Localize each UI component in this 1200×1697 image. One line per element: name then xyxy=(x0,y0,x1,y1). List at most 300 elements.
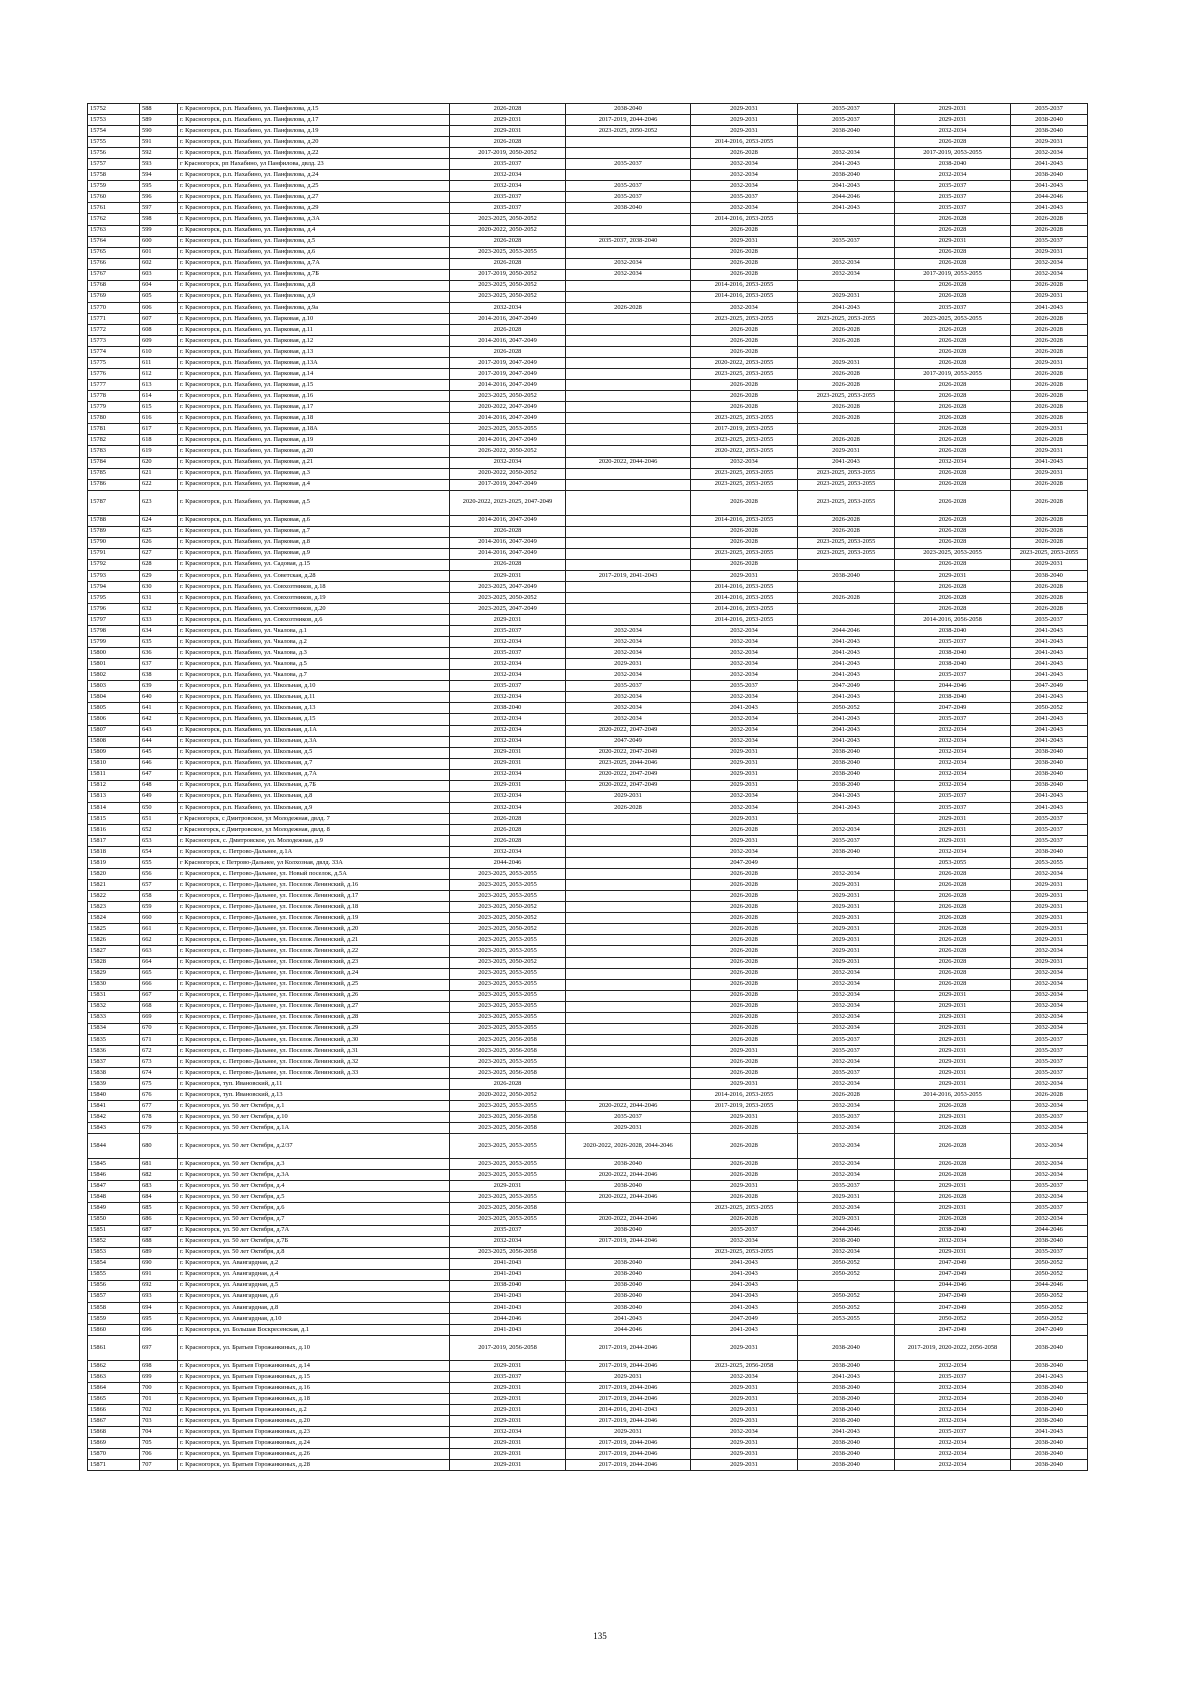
table-cell: 2038-2040 xyxy=(1011,1416,1088,1427)
table-cell: г. Красногорск, ул. 50 лет Октября, д.7Б xyxy=(178,1236,450,1247)
table-cell: 2029-2031 xyxy=(691,769,798,780)
table-cell: 593 xyxy=(140,159,178,170)
table-cell: г. Красногорск, ул. 50 лет Октября, д.6 xyxy=(178,1203,450,1214)
table-cell: 2041-2043 xyxy=(798,1372,895,1383)
table-cell: г. Красногорск, ул. Авангардная, д.2 xyxy=(178,1258,450,1269)
table-cell: 15826 xyxy=(88,935,140,946)
table-cell: г. Красногорск, р.п. Нахабино, ул. Панфилова, д.7А xyxy=(178,258,450,269)
table-cell: 2032-2034 xyxy=(566,714,691,725)
table-cell: 2038-2040 xyxy=(798,780,895,791)
table-cell: 2029-2031 xyxy=(1011,935,1088,946)
table-cell: 2047-2049 xyxy=(895,1291,1011,1302)
table-row xyxy=(88,203,1088,214)
table-cell: 2026-2028 xyxy=(691,880,798,891)
table-cell: 15850 xyxy=(88,1214,140,1225)
table-cell xyxy=(566,924,691,935)
table-cell: 2029-2031 xyxy=(895,1112,1011,1123)
table-cell: 2023-2025, 2053-2055 xyxy=(691,548,798,559)
table-cell xyxy=(566,225,691,236)
table-cell: 15798 xyxy=(88,626,140,637)
table-row xyxy=(88,170,1088,181)
table-row xyxy=(88,214,1088,225)
table-cell: 2035-2037 xyxy=(798,836,895,847)
table-cell: 635 xyxy=(140,637,178,648)
table-cell xyxy=(566,1067,691,1078)
table-row xyxy=(88,225,1088,236)
table-cell: 2029-2031 xyxy=(691,1181,798,1192)
table-cell: 2029-2031 xyxy=(691,1383,798,1394)
table-cell: 673 xyxy=(140,1056,178,1067)
table-cell: 2017-2019, 2020-2022, 2056-2058 xyxy=(895,1336,1011,1361)
table-cell: г. Красногорск, ул. 50 лет Октября, д.10 xyxy=(178,1112,450,1123)
page-number: 135 xyxy=(593,1631,607,1641)
table-row xyxy=(88,435,1088,446)
table-cell: 2029-2031 xyxy=(895,824,1011,835)
table-cell: 2026-2028 xyxy=(895,358,1011,369)
table-cell: 591 xyxy=(140,137,178,148)
table-cell: 698 xyxy=(140,1361,178,1372)
table-cell: 2026-2028 xyxy=(895,335,1011,346)
table-cell: 2017-2019, 2044-2046 xyxy=(566,1449,691,1460)
table-cell: 15868 xyxy=(88,1427,140,1438)
table-cell: г. Красногорск, р.п. Нахабино, ул. Совхозтников, д.20 xyxy=(178,604,450,615)
table-cell: 663 xyxy=(140,946,178,957)
table-cell: 2029-2031 xyxy=(798,891,895,902)
table-row xyxy=(88,1023,1088,1034)
table-row xyxy=(88,1383,1088,1394)
table-cell: 2029-2031 xyxy=(895,1045,1011,1056)
table-row xyxy=(88,324,1088,335)
table-cell: 2032-2034 xyxy=(798,990,895,1001)
table-cell: 2035-2037 xyxy=(450,203,566,214)
table-cell: 2026-2028 xyxy=(895,1192,1011,1203)
table-cell: 2023-2025, 2053-2055 xyxy=(798,391,895,402)
table-cell: 2032-2034 xyxy=(450,302,566,313)
table-cell: 15837 xyxy=(88,1056,140,1067)
table-cell: 2023-2025, 2056-2058 xyxy=(450,1203,566,1214)
table-row xyxy=(88,457,1088,468)
table-cell: 2023-2025, 2053-2055 xyxy=(895,313,1011,324)
table-cell: 2029-2031 xyxy=(895,104,1011,115)
table-cell: 2023-2025, 2050-2052 xyxy=(450,924,566,935)
table-cell: 2032-2034 xyxy=(691,637,798,648)
table-cell: 2029-2031 xyxy=(691,1460,798,1471)
table-row xyxy=(88,659,1088,670)
table-row xyxy=(88,648,1088,659)
table-cell: 2044-2046 xyxy=(798,626,895,637)
table-row xyxy=(88,858,1088,869)
table-cell xyxy=(798,347,895,358)
table-cell: 2032-2034 xyxy=(691,791,798,802)
table-row xyxy=(88,1134,1088,1159)
table-cell: 2032-2034 xyxy=(798,1079,895,1090)
table-cell: 678 xyxy=(140,1112,178,1123)
table-cell: 2026-2028 xyxy=(1011,537,1088,548)
table-cell: 2020-2022, 2047-2049 xyxy=(566,747,691,758)
table-row xyxy=(88,626,1088,637)
table-cell xyxy=(798,581,895,592)
table-cell: 596 xyxy=(140,192,178,203)
table-cell: 2032-2034 xyxy=(1011,1079,1088,1090)
table-cell: 2017-2019, 2047-2049 xyxy=(450,479,566,490)
table-cell: 2032-2034 xyxy=(1011,1192,1088,1203)
table-cell: 2023-2025, 2056-2058 xyxy=(691,1361,798,1372)
table-cell: 2032-2034 xyxy=(798,258,895,269)
table-cell: 15779 xyxy=(88,402,140,413)
table-row xyxy=(88,1101,1088,1112)
table-cell: 633 xyxy=(140,615,178,626)
table-cell: 15769 xyxy=(88,291,140,302)
table-cell: 2029-2031 xyxy=(450,1438,566,1449)
table-cell xyxy=(566,1034,691,1045)
table-cell: 2032-2034 xyxy=(1011,1159,1088,1170)
table-cell: 2014-2016, 2053-2055 xyxy=(691,291,798,302)
table-cell: 2035-2037 xyxy=(1011,1112,1088,1123)
table-cell: 2032-2034 xyxy=(566,670,691,681)
table-cell: 2026-2028 xyxy=(691,869,798,880)
table-cell: 2032-2034 xyxy=(1011,1101,1088,1112)
table-cell: 2032-2034 xyxy=(691,181,798,192)
table-cell: г. Красногорск, р.п. Нахабино, ул. Парковая, д.9 xyxy=(178,548,450,559)
table-cell: 2038-2040 xyxy=(1011,570,1088,581)
table-row xyxy=(88,1225,1088,1236)
table-cell: 2038-2040 xyxy=(798,570,895,581)
table-cell: 15824 xyxy=(88,913,140,924)
table-row xyxy=(88,802,1088,813)
table-cell: 2041-2043 xyxy=(798,692,895,703)
table-row xyxy=(88,258,1088,269)
table-row xyxy=(88,592,1088,603)
table-cell: 2017-2019, 2050-2052 xyxy=(450,269,566,280)
table-cell: 2032-2034 xyxy=(1011,1170,1088,1181)
table-cell: 2032-2034 xyxy=(798,1123,895,1134)
table-cell: 2041-2043 xyxy=(1011,457,1088,468)
table-cell: 2029-2031 xyxy=(450,1460,566,1471)
table-cell: г. Красногорск, ул. 50 лет Октября, д.7 xyxy=(178,1214,450,1225)
table-cell: 2038-2040 xyxy=(895,1225,1011,1236)
table-cell: 2029-2031 xyxy=(895,1034,1011,1045)
table-row xyxy=(88,1192,1088,1203)
table-cell: 599 xyxy=(140,225,178,236)
table-cell: 2035-2037 xyxy=(1011,813,1088,824)
table-cell: 2026-2028 xyxy=(1011,515,1088,526)
table-row xyxy=(88,247,1088,258)
table-cell: 15817 xyxy=(88,836,140,847)
table-cell: 2026-2028 xyxy=(691,559,798,570)
table-row xyxy=(88,1394,1088,1405)
table-cell: 588 xyxy=(140,104,178,115)
table-cell: г. Красногорск, ул. Братьев Горожанкиных, д.14 xyxy=(178,1361,450,1372)
table-cell: 2029-2031 xyxy=(691,1416,798,1427)
table-cell: 2026-2028 xyxy=(691,324,798,335)
table-cell: 2032-2034 xyxy=(691,648,798,659)
table-row xyxy=(88,1336,1088,1361)
table-cell: 2032-2034 xyxy=(450,181,566,192)
table-cell: 2029-2031 xyxy=(450,1181,566,1192)
table-cell: 622 xyxy=(140,479,178,490)
table-row xyxy=(88,869,1088,880)
table-cell: 15852 xyxy=(88,1236,140,1247)
table-cell: 2026-2028 xyxy=(895,946,1011,957)
table-row xyxy=(88,137,1088,148)
table-cell: 707 xyxy=(140,1460,178,1471)
table-cell: 2035-2037 xyxy=(450,681,566,692)
table-cell: 2026-2028 xyxy=(691,924,798,935)
table-cell: 2026-2028 xyxy=(798,526,895,537)
table-cell: 2032-2034 xyxy=(798,869,895,880)
table-cell: 2029-2031 xyxy=(895,115,1011,126)
table-cell: 2026-2028 xyxy=(895,347,1011,358)
table-cell: 2047-2049 xyxy=(798,681,895,692)
table-cell: 2047-2049 xyxy=(1011,681,1088,692)
table-cell: 2023-2025, 2053-2055 xyxy=(450,1056,566,1067)
table-cell: 2026-2028 xyxy=(691,1001,798,1012)
table-cell: 2029-2031 xyxy=(691,1045,798,1056)
table-cell: 2023-2025, 2053-2055 xyxy=(450,946,566,957)
table-cell: 2035-2037 xyxy=(895,637,1011,648)
table-cell: 2023-2025, 2053-2055 xyxy=(798,490,895,515)
table-cell: г. Красногорск, ул. 50 лет Октября, д.7А xyxy=(178,1225,450,1236)
table-cell xyxy=(566,369,691,380)
table-cell: г Красногорск, с Дмитровское, ул Молодежная, двлд. 8 xyxy=(178,824,450,835)
table-row xyxy=(88,913,1088,924)
table-cell: 2014-2016, 2047-2049 xyxy=(450,313,566,324)
table-cell: 2035-2037 xyxy=(1011,1045,1088,1056)
table-cell: 687 xyxy=(140,1225,178,1236)
table-cell: 2014-2016, 2047-2049 xyxy=(450,548,566,559)
table-cell: 2032-2034 xyxy=(798,1170,895,1181)
table-cell: 2014-2016, 2053-2055 xyxy=(691,515,798,526)
table-cell: 2047-2049 xyxy=(691,858,798,869)
table-cell: 2017-2019, 2053-2055 xyxy=(691,424,798,435)
table-cell: 2035-2037 xyxy=(1011,1181,1088,1192)
table-cell: г. Красногорск, ул. Братьев Горожанкиных, д.20 xyxy=(178,1416,450,1427)
table-cell: 629 xyxy=(140,570,178,581)
table-cell: 613 xyxy=(140,380,178,391)
table-cell: 697 xyxy=(140,1336,178,1361)
table-cell xyxy=(566,468,691,479)
table-cell: 2023-2025, 2056-2058 xyxy=(450,1247,566,1258)
table-cell: 15785 xyxy=(88,468,140,479)
table-cell: 2023-2025, 2053-2055 xyxy=(450,424,566,435)
table-cell: 15758 xyxy=(88,170,140,181)
table-cell: 2023-2025, 2053-2055 xyxy=(450,935,566,946)
table-cell: 607 xyxy=(140,313,178,324)
table-cell: 15803 xyxy=(88,681,140,692)
table-cell: 15814 xyxy=(88,802,140,813)
table-cell: г. Красногорск, с. Петрово-Дальнее, ул. Поселок Ленинский, д.20 xyxy=(178,924,450,935)
table-cell: 2029-2031 xyxy=(895,990,1011,1001)
table-cell: 2023-2025, 2050-2052 xyxy=(566,126,691,137)
table-cell: 2032-2034 xyxy=(691,1372,798,1383)
table-row xyxy=(88,637,1088,648)
table-cell: 2026-2028 xyxy=(691,335,798,346)
table-cell: 2026-2028 xyxy=(450,236,566,247)
table-cell: 2026-2028 xyxy=(895,258,1011,269)
table-cell: 601 xyxy=(140,247,178,258)
table-cell: 2020-2022, 2044-2046 xyxy=(566,1170,691,1181)
table-cell: 2020-2022, 2044-2046 xyxy=(566,1101,691,1112)
table-cell: 2023-2025, 2053-2055 xyxy=(798,537,895,548)
table-cell: г. Красногорск, р.п. Нахабино, ул. Школьная, д.11 xyxy=(178,692,450,703)
table-row xyxy=(88,902,1088,913)
table-cell: 696 xyxy=(140,1324,178,1335)
table-cell: 2035-2037 xyxy=(895,670,1011,681)
table-cell xyxy=(566,291,691,302)
table-cell: 2026-2022, 2050-2052 xyxy=(450,446,566,457)
table-cell: 15810 xyxy=(88,758,140,769)
table-cell: 2023-2025, 2053-2055 xyxy=(450,880,566,891)
table-cell: 2026-2028 xyxy=(1011,225,1088,236)
table-cell: 2029-2031 xyxy=(691,1438,798,1449)
table-cell: 2029-2031 xyxy=(895,813,1011,824)
table-row xyxy=(88,824,1088,835)
table-row xyxy=(88,1001,1088,1012)
table-cell: 2032-2034 xyxy=(450,714,566,725)
table-cell: 2032-2034 xyxy=(895,747,1011,758)
table-cell: 2032-2034 xyxy=(450,791,566,802)
table-cell: 2029-2031 xyxy=(895,1001,1011,1012)
table-cell: 2041-2043 xyxy=(798,802,895,813)
table-cell: г. Красногорск, ул. 50 лет Октября, д.2/37 xyxy=(178,1134,450,1159)
table-cell: 689 xyxy=(140,1247,178,1258)
table-row xyxy=(88,391,1088,402)
table-cell: 2029-2031 xyxy=(895,836,1011,847)
table-cell: 690 xyxy=(140,1258,178,1269)
table-cell: 653 xyxy=(140,836,178,847)
table-cell: 2029-2031 xyxy=(1011,247,1088,258)
table-cell: г. Красногорск, р.п. Нахабино, ул. Панфилова, д.20 xyxy=(178,137,450,148)
table-row xyxy=(88,548,1088,559)
table-cell: 2029-2031 xyxy=(450,115,566,126)
table-cell: 2041-2043 xyxy=(450,1324,566,1335)
table-cell: 589 xyxy=(140,115,178,126)
table-cell: 2035-2037 xyxy=(566,159,691,170)
table-cell: 2023-2025, 2047-2049 xyxy=(450,604,566,615)
table-cell: 648 xyxy=(140,780,178,791)
table-cell xyxy=(566,435,691,446)
table-cell: 2032-2034 xyxy=(450,670,566,681)
table-cell: 2032-2034 xyxy=(895,725,1011,736)
table-cell: 2032-2034 xyxy=(798,1101,895,1112)
table-cell: 15845 xyxy=(88,1159,140,1170)
table-cell: 2032-2034 xyxy=(450,457,566,468)
table-cell xyxy=(566,1247,691,1258)
table-cell: 2032-2034 xyxy=(895,1405,1011,1416)
table-cell: г. Красногорск, р.п. Нахабино, ул. Чкалова, д.1 xyxy=(178,626,450,637)
table-cell: 628 xyxy=(140,559,178,570)
table-cell: 2023-2025, 2050-2052 xyxy=(450,280,566,291)
table-cell: 2029-2031 xyxy=(1011,880,1088,891)
table-cell: 15832 xyxy=(88,1001,140,1012)
table-cell: 2050-2052 xyxy=(798,1291,895,1302)
table-cell: 2032-2034 xyxy=(895,1449,1011,1460)
table-cell: 2014-2016, 2047-2049 xyxy=(450,435,566,446)
table-cell: 2023-2025, 2056-2058 xyxy=(450,1034,566,1045)
table-cell: 2032-2034 xyxy=(1011,946,1088,957)
table-cell: 2029-2031 xyxy=(1011,446,1088,457)
table-cell: 2041-2043 xyxy=(1011,159,1088,170)
table-cell: 2026-2028 xyxy=(1011,435,1088,446)
table-cell: 2029-2031 xyxy=(798,957,895,968)
table-row xyxy=(88,924,1088,935)
table-cell: г. Красногорск, р.п. Нахабино, ул. Школьная, д.5 xyxy=(178,747,450,758)
table-row xyxy=(88,880,1088,891)
table-cell: г. Красногорск, ул. Братьев Горожанкиных, д.16 xyxy=(178,1383,450,1394)
table-cell: 2041-2043 xyxy=(1011,692,1088,703)
table-cell xyxy=(566,858,691,869)
table-cell: 2026-2028 xyxy=(895,880,1011,891)
table-cell: 2026-2028 xyxy=(895,291,1011,302)
table-cell: 2041-2043 xyxy=(691,1280,798,1291)
table-cell: 15793 xyxy=(88,570,140,581)
table-cell: 15792 xyxy=(88,559,140,570)
table-cell: 2032-2034 xyxy=(691,670,798,681)
table-cell: 2020-2022, 2053-2055 xyxy=(691,446,798,457)
table-cell: 2038-2040 xyxy=(798,1416,895,1427)
table-row xyxy=(88,1112,1088,1123)
table-cell: 2035-2037 xyxy=(1011,236,1088,247)
table-cell: 15846 xyxy=(88,1170,140,1181)
table-cell: 2029-2031 xyxy=(450,1361,566,1372)
table-cell: 2032-2034 xyxy=(798,1056,895,1067)
table-cell: 2026-2028 xyxy=(691,935,798,946)
table-cell: 2029-2031 xyxy=(895,1079,1011,1090)
table-cell: 2026-2028 xyxy=(1011,347,1088,358)
table-cell: 619 xyxy=(140,446,178,457)
table-cell: 15808 xyxy=(88,736,140,747)
table-cell: 2032-2034 xyxy=(691,170,798,181)
table-cell: 2023-2025, 2053-2055 xyxy=(798,313,895,324)
table-cell: 2050-2052 xyxy=(1011,1269,1088,1280)
table-cell: 654 xyxy=(140,847,178,858)
table-cell: 2026-2028 xyxy=(1011,581,1088,592)
table-cell: 15782 xyxy=(88,435,140,446)
table-cell: 2047-2049 xyxy=(566,736,691,747)
table-cell: 2041-2043 xyxy=(798,725,895,736)
table-cell: 2041-2043 xyxy=(1011,648,1088,659)
table-row xyxy=(88,515,1088,526)
table-cell: 2026-2028 xyxy=(691,269,798,280)
table-cell xyxy=(798,604,895,615)
table-cell: 2038-2040 xyxy=(1011,1460,1088,1471)
table-cell: 2017-2019, 2053-2055 xyxy=(895,269,1011,280)
table-cell: 2017-2019, 2044-2046 xyxy=(566,115,691,126)
table-cell: 2038-2040 xyxy=(566,1280,691,1291)
table-cell: 2047-2049 xyxy=(895,1302,1011,1313)
table-cell: 2029-2031 xyxy=(798,1192,895,1203)
table-cell: 2029-2031 xyxy=(691,1405,798,1416)
table-cell: 2044-2046 xyxy=(450,1313,566,1324)
table-cell: 2032-2034 xyxy=(450,659,566,670)
table-row xyxy=(88,957,1088,968)
table-cell: 15843 xyxy=(88,1123,140,1134)
table-cell xyxy=(566,836,691,847)
table-cell: 2038-2040 xyxy=(798,1361,895,1372)
table-cell: г. Красногорск, ул. 50 лет Октября, д.8 xyxy=(178,1247,450,1258)
table-cell: 2029-2031 xyxy=(691,1336,798,1361)
table-cell: 608 xyxy=(140,324,178,335)
table-cell: 2032-2034 xyxy=(450,1427,566,1438)
table-cell: 15839 xyxy=(88,1079,140,1090)
table-cell: 15818 xyxy=(88,847,140,858)
table-cell: 2032-2034 xyxy=(691,847,798,858)
table-cell: г. Красногорск, р.п. Нахабино, ул. Парковая, д.5 xyxy=(178,490,450,515)
table-cell: 2035-2037 xyxy=(895,1372,1011,1383)
table-cell: 2026-2028 xyxy=(895,913,1011,924)
table-cell: 15762 xyxy=(88,214,140,225)
table-cell: 2035-2037 xyxy=(1011,836,1088,847)
